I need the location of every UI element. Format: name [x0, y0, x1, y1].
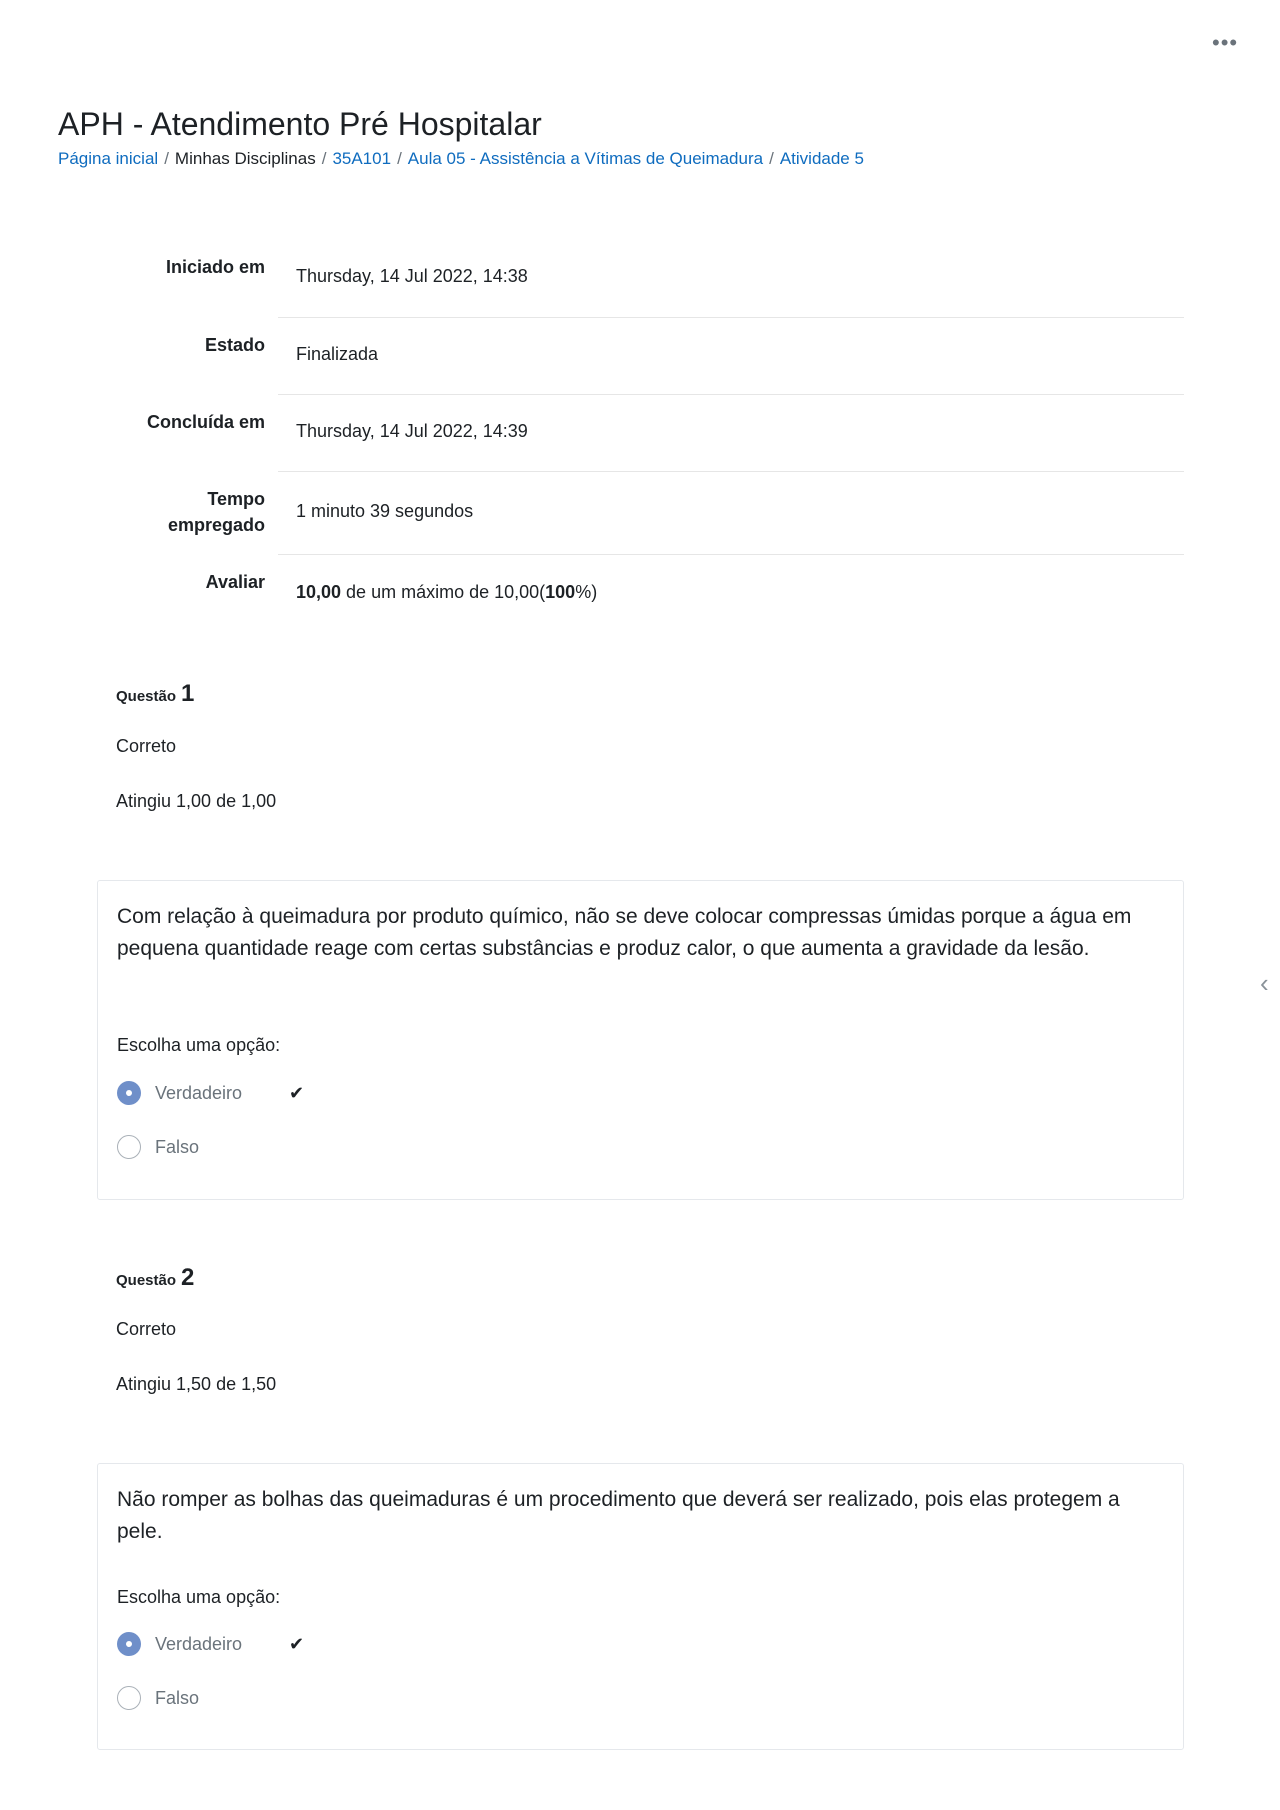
- grade-score: 10,00: [296, 582, 342, 602]
- summary-row-state: [90, 318, 1184, 395]
- chevron-left-icon[interactable]: ‹: [1260, 968, 1269, 998]
- more-options-icon[interactable]: •••: [1212, 30, 1239, 55]
- completed-label: Concluída em: [146, 412, 265, 432]
- question-card: [97, 1463, 1184, 1750]
- radio-button[interactable]: [117, 1081, 141, 1105]
- option-false[interactable]: [117, 1685, 289, 1711]
- question-mark: Atingiu 1,00 de 1,00: [116, 791, 277, 811]
- question-heading: [116, 680, 194, 708]
- breadcrumb-lesson[interactable]: Aula 05 - Assistência a Vítimas de Queimadura: [407, 149, 764, 168]
- option-label: Verdadeiro: [155, 1633, 243, 1654]
- option-false[interactable]: [117, 1134, 289, 1160]
- check-icon: ✔: [289, 1633, 305, 1654]
- breadcrumb-activity[interactable]: Atividade 5: [779, 149, 864, 168]
- question-label: Questão: [116, 1272, 177, 1289]
- question-label: Questão: [116, 688, 177, 705]
- radio-button[interactable]: [117, 1632, 141, 1656]
- check-icon: ✔: [289, 1082, 305, 1103]
- option-label: Falso: [155, 1687, 200, 1708]
- breadcrumb-separator: /: [769, 149, 774, 168]
- breadcrumb-my-courses: Minhas Disciplinas: [174, 149, 316, 168]
- answer-prompt: Escolha uma opção:: [117, 1035, 281, 1055]
- option-true[interactable]: [117, 1631, 304, 1657]
- time-label-line2: empregado: [167, 515, 265, 535]
- answer-prompt: Escolha uma opção:: [117, 1587, 281, 1607]
- page-title: APH - Atendimento Pré Hospitalar: [58, 106, 542, 142]
- grade-label: Avaliar: [205, 572, 265, 592]
- completed-value: Thursday, 14 Jul 2022, 14:39: [278, 395, 1184, 472]
- summary-row-grade: [90, 555, 1184, 635]
- question-number: 2: [181, 1264, 195, 1291]
- breadcrumb-home[interactable]: Página inicial: [58, 149, 159, 168]
- question-text: Não romper as bolhas das queimaduras é um procedimento que deverá ser realizado, pois elas protegem a pele.: [117, 1488, 1120, 1543]
- breadcrumb: [58, 149, 864, 169]
- question-heading: [116, 1264, 194, 1292]
- attempt-summary: [90, 240, 1184, 635]
- summary-row-started: [90, 240, 1184, 318]
- summary-row-completed: [90, 395, 1184, 472]
- state-label: Estado: [204, 335, 265, 355]
- option-label: Verdadeiro: [155, 1082, 243, 1103]
- breadcrumb-course[interactable]: 35A101: [332, 149, 392, 168]
- time-label-line1: Tempo: [207, 489, 265, 509]
- grade-value: [278, 555, 1184, 635]
- option-label: Falso: [155, 1136, 200, 1157]
- question-number: 1: [181, 680, 195, 707]
- breadcrumb-separator: /: [321, 149, 327, 168]
- question-status: Correto: [116, 1319, 177, 1339]
- grade-percent: 100: [545, 582, 576, 602]
- radio-button[interactable]: [117, 1686, 141, 1710]
- summary-row-time: [90, 472, 1184, 555]
- question-text: Com relação à queimadura por produto químico, não se deve colocar compressas úmidas porque a água em pequena quantidade reage com certas substâncias e produz calor, o que aumenta a gravidade da lesão.: [117, 905, 1132, 960]
- grade-percent-suffix: %): [575, 582, 598, 602]
- question-status: Correto: [116, 736, 177, 756]
- radio-button[interactable]: [117, 1135, 141, 1159]
- breadcrumb-separator: /: [397, 149, 402, 168]
- breadcrumb-separator: /: [164, 149, 169, 168]
- state-value: Finalizada: [278, 318, 1184, 395]
- grade-max: de um máximo de 10,00(: [341, 582, 546, 602]
- started-label: Iniciado em: [165, 257, 265, 277]
- time-label: [90, 472, 265, 555]
- question-card: [97, 880, 1184, 1200]
- time-value: 1 minuto 39 segundos: [278, 472, 1184, 555]
- option-true[interactable]: [117, 1080, 304, 1106]
- started-value: Thursday, 14 Jul 2022, 14:38: [278, 240, 1184, 318]
- question-mark: Atingiu 1,50 de 1,50: [116, 1374, 277, 1394]
